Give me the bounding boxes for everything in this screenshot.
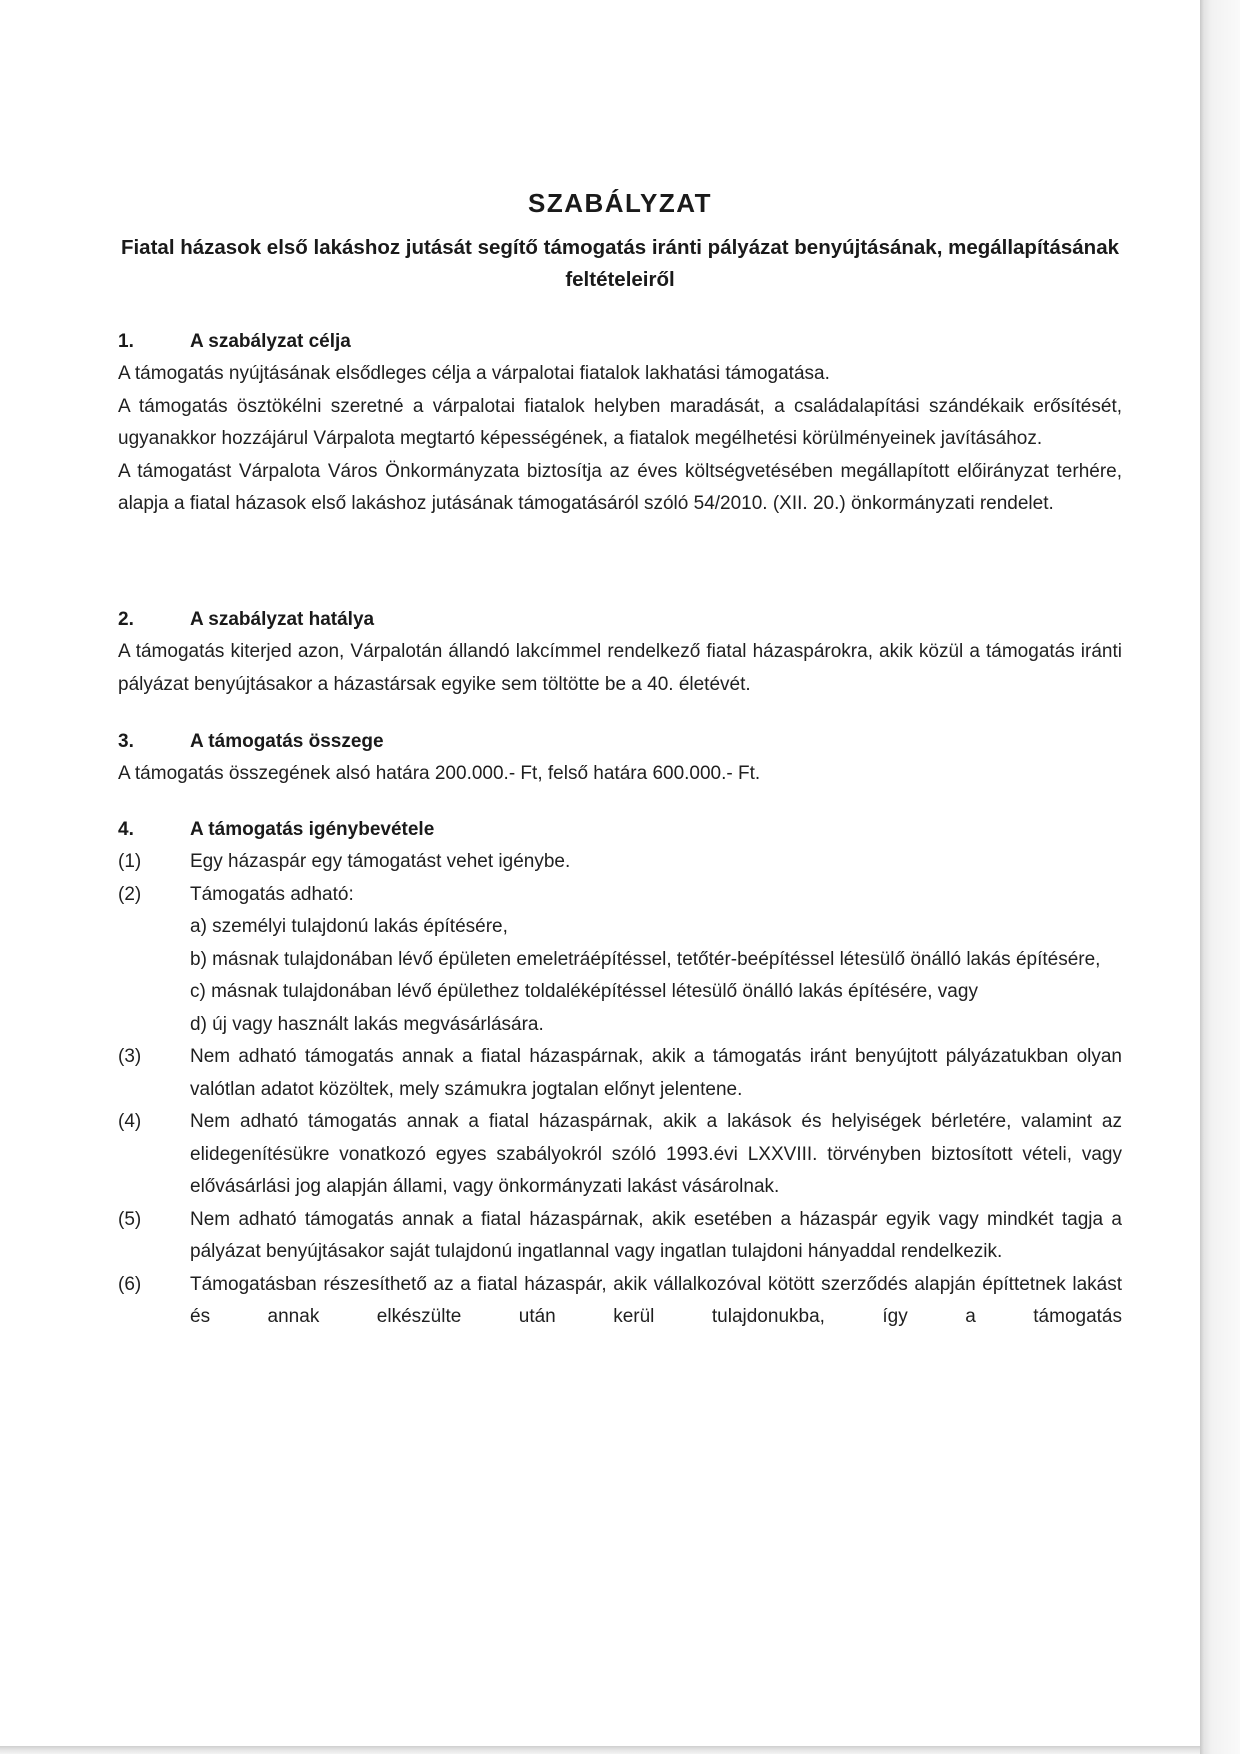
section-amount bbox=[118, 726, 1122, 791]
item-number: (2) bbox=[118, 883, 142, 905]
item-number: (4) bbox=[118, 1111, 142, 1132]
paragraph: A támogatás összegének alsó határa 200.000.- Ft, felső határa 600.000.- Ft. bbox=[118, 763, 761, 784]
section-title: A szabályzat célja bbox=[190, 331, 351, 352]
document-title: SZABÁLYZAT bbox=[528, 188, 712, 218]
list-item bbox=[118, 846, 1122, 879]
sub-list-item: c) másnak tulajdonában lévő épülethez toldaléképítéssel létesülő önálló lakás építésére, vagy bbox=[190, 981, 978, 1002]
paragraph: A támogatás ösztökélni szeretné a várpalotai fiatalok helyben maradását, a családalapítási szándékaik erősítését, ugyanakkor hozzájárul Várpalota megtartó képességének, a fiatalok megélhetési körülményeinek javításához. bbox=[118, 395, 1122, 449]
paragraph: A támogatás kiterjed azon, Várpalotán állandó lakcímmel rendelkező fiatal házaspárokra, akik közül a támogatás iránti pályázat benyújtásakor a házastársak egyike sem töltötte be a 40. életévét. bbox=[118, 641, 1122, 695]
section-scope bbox=[118, 604, 1122, 701]
item-text: Nem adható támogatás annak a fiatal házaspárnak, akik esetében a házaspár egyik vagy mindkét tagja a pályázat benyújtásakor saját tulajdonú ingatlannal vagy ingatlan tulajdoni hányaddal rendelkezik. bbox=[190, 1208, 1122, 1262]
scan-edge-shadow-bottom bbox=[0, 1746, 1200, 1754]
section-purpose bbox=[118, 326, 1122, 521]
scan-edge-shadow-right bbox=[1200, 0, 1240, 1754]
item-number: (1) bbox=[118, 851, 142, 872]
sub-list-item: d) új vagy használt lakás megvásárlására. bbox=[190, 1013, 544, 1035]
list-item bbox=[118, 879, 1122, 912]
item-text: Támogatásban részesíthető az a fiatal házaspár, akik vállalkozóval kötött szerződés alapján építtetnek lakást és annak elkészülte után kerül tulajdonukba, így a támogatás bbox=[190, 1273, 1122, 1327]
list-item bbox=[118, 1041, 1122, 1106]
section-heading bbox=[118, 726, 1122, 758]
item-text: Nem adható támogatás annak a fiatal házaspárnak, akik a lakások és helyiségek bérletére, valamint az elidegenítésükre vonatkozó egyes szabályokról szóló 1993.évi LXXVIII. törvényben biztosított vételi, vagy elővásárlási jog alapján állami, vagy önkormányzati lakást vásárolnak. bbox=[190, 1111, 1122, 1197]
section-number: 1. bbox=[118, 331, 134, 352]
item-text: Egy házaspár egy támogatást vehet igénybe. bbox=[190, 851, 571, 872]
sub-list-item: a) személyi tulajdonú lakás építésére, bbox=[190, 916, 508, 937]
section-title: A szabályzat hatálya bbox=[190, 609, 375, 630]
item-number: (6) bbox=[118, 1273, 142, 1295]
paragraph: A támogatás nyújtásának elsődleges célja a várpalotai fiatalok lakhatási támogatása. bbox=[118, 363, 830, 384]
section-number: 3. bbox=[118, 731, 134, 752]
section-number: 4. bbox=[118, 819, 134, 840]
section-heading bbox=[118, 326, 1122, 358]
list-item bbox=[118, 1269, 1122, 1334]
section-heading bbox=[118, 814, 1122, 846]
paragraph: A támogatást Várpalota Város Önkormányzata biztosítja az éves költségvetésében megállapított előirányzat terhére, alapja a fiatal házasok első lakáshoz jutásának támogatásáról szóló 54/2010. (XII. 20.) önkormányzati rendelet. bbox=[118, 460, 1122, 514]
section-heading bbox=[118, 604, 1122, 636]
list-item bbox=[118, 1204, 1122, 1269]
item-text: Nem adható támogatás annak a fiatal házaspárnak, akik a támogatás iránt benyújtott pályázatukban olyan valótlan adatot közöltek, mely számukra jogtalan előnyt jelentene. bbox=[190, 1046, 1122, 1100]
section-number: 2. bbox=[118, 609, 134, 630]
item-number: (3) bbox=[118, 1046, 142, 1067]
section-usage bbox=[118, 814, 1122, 1334]
list-item bbox=[118, 1106, 1122, 1204]
item-text: Támogatás adható: bbox=[190, 883, 354, 905]
section-title: A támogatás igénybevétele bbox=[190, 819, 435, 840]
section-title: A támogatás összege bbox=[190, 731, 384, 752]
item-number: (5) bbox=[118, 1208, 142, 1230]
sub-list-item: b) másnak tulajdonában lévő épületen emeletráépítéssel, tetőtér-beépítéssel létesülő önálló lakás építésére, bbox=[190, 948, 1101, 970]
document-subtitle: Fiatal házasok első lakáshoz jutását segítő támogatás iránti pályázat benyújtásának, megállapításának feltételeiről bbox=[120, 236, 1120, 291]
